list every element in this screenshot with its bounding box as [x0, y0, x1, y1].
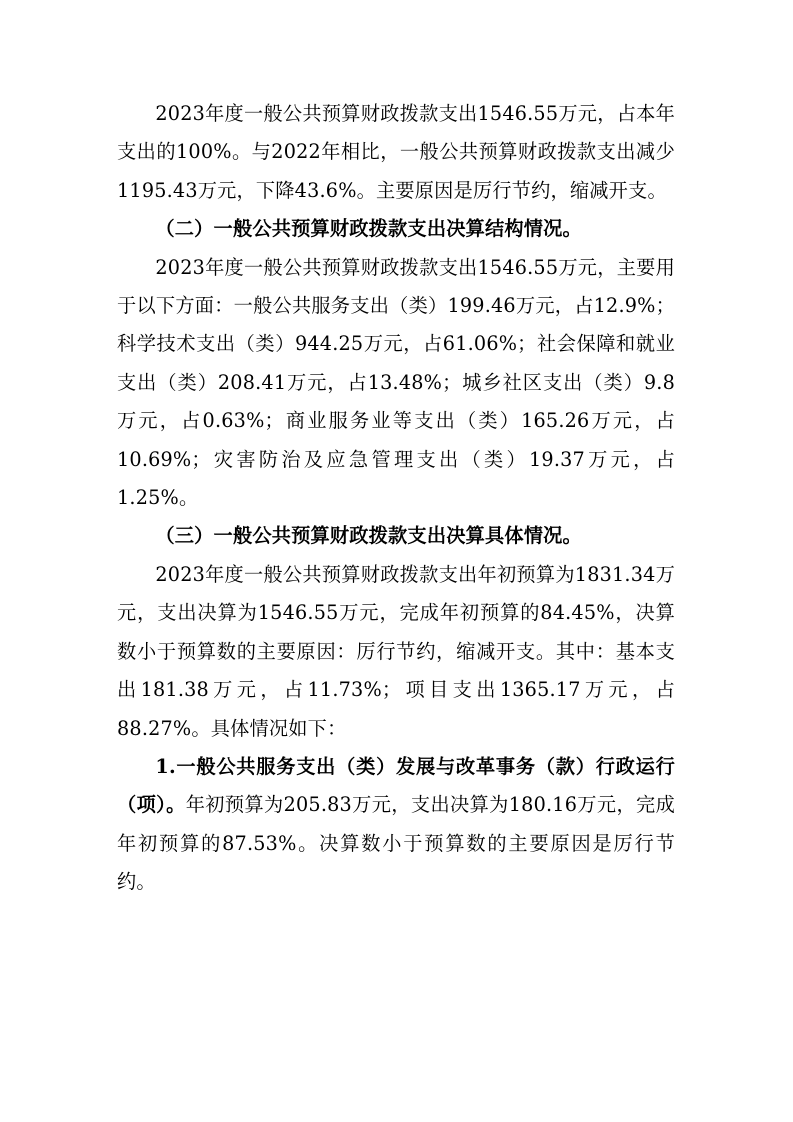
paragraph-specifics-details: 2023年度一般公共预算财政拨款支出年初预算为1831.34万元，支出决算为1546.55万元，完成年初预算的84.45%，决算数小于预算数的主要原因：厉行节约，缩减开支。其中：基本支出181.38万元，占11.73%；项目支出1365.17万元，占88.27%。具体情况如下： [117, 562, 675, 740]
item-1-body: 年初预算为205.83万元，支出决算为180.16万元，完成年初预算的87.53%。决算数小于预算数的主要原因是厉行节约。 [117, 793, 675, 894]
item-1-title: 1.一般公共服务支出（类）发展与改革事务（款）行政运行（项）。 [117, 754, 675, 817]
paragraph-item-1 [117, 748, 675, 902]
heading-structure: （二）一般公共预算财政拨款支出决算结构情况。 [155, 217, 582, 241]
heading-specifics: （三）一般公共预算财政拨款支出决算具体情况。 [155, 524, 582, 548]
paragraph-structure-details: 2023年度一般公共预算财政拨款支出1546.55万元，主要用于以下方面：一般公共服务支出（类）199.46万元，占12.9%；科学技术支出（类）944.25万元，占61.06%；社会保障和就业支出（类）208.41万元，占13.48%；城乡社区支出（类）9.8万元，占0.63%；商业服务业等支出（类）165.26万元，占10.69%；灾害防治及应急管理支出（类）19.37万元，占1.25%。 [117, 255, 675, 510]
paragraph-expenditure-summary: 2023年度一般公共预算财政拨款支出1546.55万元，占本年支出的100%。与2022年相比，一般公共预算财政拨款支出减少1195.43万元，下降43.6%。主要原因是厉行节约，缩减开支。 [117, 102, 675, 202]
document-page [117, 95, 675, 902]
